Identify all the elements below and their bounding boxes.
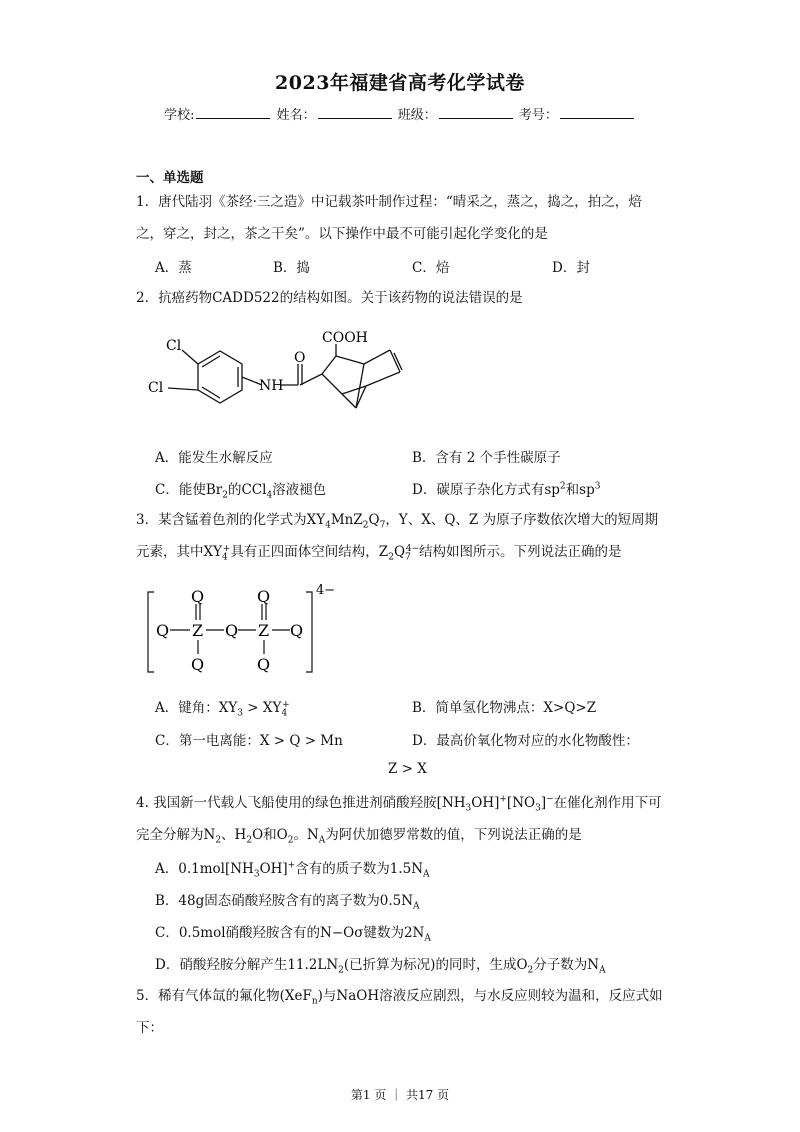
q1-stem-line1: 1．唐代陆羽《茶经·三之造》中记载茶叶制作过程：“晴采之，蒸之，捣之，拍之，焙: [136, 194, 642, 210]
q2-option-d[interactable]: D．碳原子杂化方式有$sp^2$和$sp^3$: [412, 481, 601, 498]
q3-option-b[interactable]: B．简单氢化物沸点：X>Q>Z: [412, 700, 597, 716]
name-field[interactable]: [318, 106, 392, 119]
q1-option-b[interactable]: B．捣: [273, 260, 310, 276]
q1-option-a[interactable]: A．蒸: [155, 260, 192, 276]
student-info-fields: [0, 104, 800, 123]
struct-q-left: Q: [156, 621, 170, 640]
cooh-label: COOH: [322, 330, 368, 346]
carbonyl-o-label: O: [294, 350, 306, 366]
q2-stem: 2．抗癌药物CADD522的结构如图。关于该药物的说法错误的是: [136, 290, 523, 306]
cl-top-label: Cl: [166, 338, 182, 354]
q3-stem-line1: 3．某含锰着色剂的化学式为$XY_4MnZ_2Q_7$，Y、X、Q、Z 为原子序数依次增大的短周期: [136, 512, 659, 531]
class-field[interactable]: [439, 106, 513, 119]
q3-option-a[interactable]: A．键角：$XY_3 > XY_4^+$: [155, 699, 290, 719]
struct-q-top-2: Q: [257, 587, 271, 606]
q4-option-d[interactable]: D．硝酸羟胺分解产生$11.2LN_2$(已折算为标况)的同时，生成$O_2$分子数为$N_A$: [155, 957, 606, 976]
class-label: 班级：: [397, 108, 437, 123]
school-field[interactable]: [196, 106, 270, 119]
struct-q-bridge: Q: [225, 621, 239, 640]
q4-stem-line2: 完全分解为$N_2$、$H_2O$和$O_2$。$N_A$为阿伏加德罗常数的值，下列说法正确的是: [136, 827, 582, 846]
q2-option-a[interactable]: A．能发生水解反应: [155, 450, 273, 466]
q3-option-d[interactable]: D．最高价氧化物对应的水化物酸性：: [412, 733, 639, 749]
q4-option-a[interactable]: A．$0.1mol[NH_3OH]^+$含有的质子数为$1.5N_A$: [155, 860, 430, 880]
name-label: 姓名：: [276, 108, 316, 123]
struct-q-top-1: Q: [191, 587, 205, 606]
struct-z-2: Z: [258, 621, 270, 640]
struct-q-right: Q: [290, 621, 304, 640]
q2-option-b[interactable]: B．含有 2 个手性碳原子: [412, 450, 561, 466]
struct-z-1: Z: [192, 621, 204, 640]
q4-stem-line1: 4. 我国新一代载人飞船使用的绿色推进剂硝酸羟胺$[NH_3OH]^+[NO_3]^-$在催化剂作用下可: [136, 794, 662, 814]
school-label: 学校:: [164, 108, 195, 123]
struct-q-bottom-2: Q: [257, 655, 271, 674]
nh-label: NH: [259, 378, 284, 394]
cadd522-structure: [138, 322, 428, 432]
q1-option-d[interactable]: D．封: [552, 260, 590, 276]
q2-option-c[interactable]: C．能使$Br_2$的CCl$_4$溶液褪色: [155, 482, 327, 501]
exam-no-field[interactable]: [560, 106, 634, 119]
q4-option-b[interactable]: B．48g固态硝酸羟胺含有的离子数为$0.5N_A$: [155, 893, 420, 912]
q3-stem-line2: 元素，其中$XY_4^+$具有正四面体空间结构，$Z_2Q_7^{4-}$结构如图所示。下列说法正确的是: [136, 543, 622, 563]
q5-stem-line1: 5．稀有气体氙的氟化物(XeF$_n$)与NaOH溶液反应剧烈，与水反应则较为温和，反应式如: [136, 988, 663, 1007]
exam-no-label: 考号：: [518, 108, 558, 123]
page-title: 2023年福建省高考化学试卷: [275, 72, 525, 94]
page-footer: 第1 页 ｜ 共17 页: [350, 1088, 450, 1102]
section-title: 一、单选题: [136, 170, 204, 186]
q1-option-c[interactable]: C．焙: [412, 260, 450, 276]
cl-left-label: Cl: [148, 380, 164, 396]
q3-option-c[interactable]: C．第一电离能：X > Q > Mn: [155, 733, 343, 749]
struct-charge: 4−: [316, 583, 336, 598]
q3-option-d-continued: Z > X: [388, 761, 427, 777]
q1-stem-line2: 之，穿之，封之，茶之干矣”。以下操作中最不可能引起化学变化的是: [136, 226, 548, 242]
struct-q-bottom-1: Q: [191, 655, 205, 674]
z2q7-structure: [140, 582, 360, 682]
q4-option-c[interactable]: C．0.5mol硝酸羟胺含有的N−Oσ键数为$2N_A$: [155, 925, 431, 944]
q5-stem-line2: 下：: [136, 1020, 163, 1036]
